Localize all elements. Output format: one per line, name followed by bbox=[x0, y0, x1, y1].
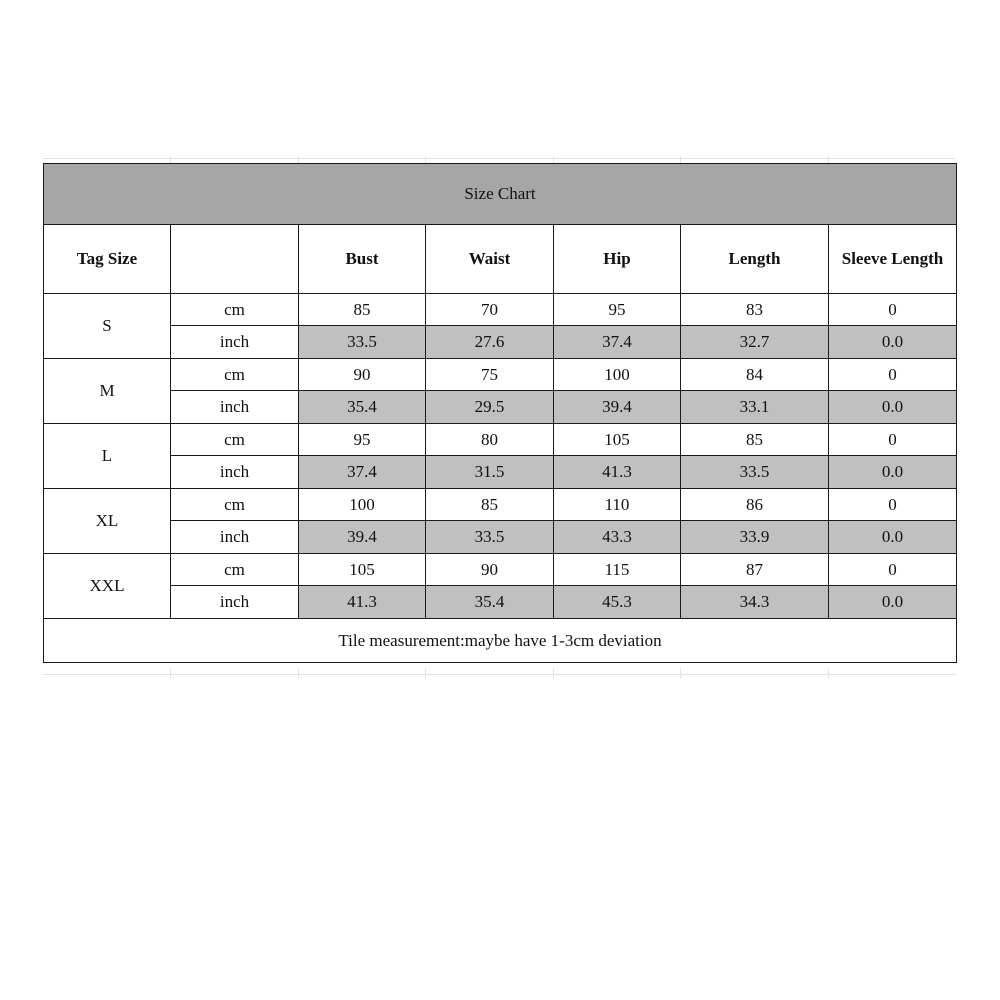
length-value: 86 bbox=[681, 489, 829, 521]
hip-value: 41.3 bbox=[554, 456, 681, 489]
hip-value: 115 bbox=[554, 554, 681, 586]
bust-value: 100 bbox=[299, 489, 426, 521]
waist-value: 85 bbox=[426, 489, 554, 521]
title-row bbox=[44, 164, 957, 225]
table-row bbox=[44, 521, 957, 554]
grid-line bbox=[170, 668, 171, 678]
length-value: 83 bbox=[681, 294, 829, 326]
length-value: 33.1 bbox=[681, 391, 829, 424]
hip-value: 105 bbox=[554, 424, 681, 456]
footer-row bbox=[44, 619, 957, 663]
header-unit bbox=[171, 225, 299, 294]
size-tag: XXL bbox=[44, 554, 171, 619]
table-row bbox=[44, 586, 957, 619]
size-tag: L bbox=[44, 424, 171, 489]
size-tag: XL bbox=[44, 489, 171, 554]
table-row bbox=[44, 424, 957, 456]
waist-value: 35.4 bbox=[426, 586, 554, 619]
bust-value: 85 bbox=[299, 294, 426, 326]
hip-value: 43.3 bbox=[554, 521, 681, 554]
header-waist: Waist bbox=[426, 225, 554, 294]
sleeve-length-value: 0 bbox=[829, 554, 957, 586]
length-value: 87 bbox=[681, 554, 829, 586]
bust-value: 95 bbox=[299, 424, 426, 456]
waist-value: 75 bbox=[426, 359, 554, 391]
sleeve-length-value: 0.0 bbox=[829, 326, 957, 359]
unit-label: cm bbox=[171, 294, 299, 326]
bust-value: 105 bbox=[299, 554, 426, 586]
bust-value: 37.4 bbox=[299, 456, 426, 489]
header-row bbox=[44, 225, 957, 294]
waist-value: 80 bbox=[426, 424, 554, 456]
waist-value: 31.5 bbox=[426, 456, 554, 489]
waist-value: 33.5 bbox=[426, 521, 554, 554]
sleeve-length-value: 0.0 bbox=[829, 456, 957, 489]
sleeve-length-value: 0.0 bbox=[829, 391, 957, 424]
table-row bbox=[44, 294, 957, 326]
chart-title: Size Chart bbox=[44, 164, 957, 225]
waist-value: 90 bbox=[426, 554, 554, 586]
grid-line bbox=[828, 668, 829, 678]
unit-label: inch bbox=[171, 521, 299, 554]
sleeve-length-value: 0 bbox=[829, 359, 957, 391]
hip-value: 100 bbox=[554, 359, 681, 391]
length-value: 85 bbox=[681, 424, 829, 456]
size-tag: M bbox=[44, 359, 171, 424]
bust-value: 35.4 bbox=[299, 391, 426, 424]
sleeve-length-value: 0 bbox=[829, 489, 957, 521]
table-row bbox=[44, 554, 957, 586]
unit-label: inch bbox=[171, 326, 299, 359]
sleeve-length-value: 0 bbox=[829, 294, 957, 326]
table-row bbox=[44, 391, 957, 424]
header-sleeve-length: Sleeve Length bbox=[829, 225, 957, 294]
waist-value: 70 bbox=[426, 294, 554, 326]
grid-line bbox=[680, 668, 681, 678]
bust-value: 39.4 bbox=[299, 521, 426, 554]
grid-line-bottom bbox=[43, 674, 956, 675]
size-chart-table bbox=[43, 163, 957, 663]
hip-value: 45.3 bbox=[554, 586, 681, 619]
waist-value: 29.5 bbox=[426, 391, 554, 424]
grid-line-top bbox=[43, 158, 956, 159]
hip-value: 39.4 bbox=[554, 391, 681, 424]
size-tag: S bbox=[44, 294, 171, 359]
table-row bbox=[44, 489, 957, 521]
table-row bbox=[44, 456, 957, 489]
hip-value: 110 bbox=[554, 489, 681, 521]
unit-label: cm bbox=[171, 489, 299, 521]
unit-label: cm bbox=[171, 424, 299, 456]
length-value: 33.9 bbox=[681, 521, 829, 554]
length-value: 32.7 bbox=[681, 326, 829, 359]
hip-value: 95 bbox=[554, 294, 681, 326]
waist-value: 27.6 bbox=[426, 326, 554, 359]
length-value: 84 bbox=[681, 359, 829, 391]
sleeve-length-value: 0.0 bbox=[829, 586, 957, 619]
hip-value: 37.4 bbox=[554, 326, 681, 359]
grid-line bbox=[553, 668, 554, 678]
unit-label: cm bbox=[171, 554, 299, 586]
unit-label: inch bbox=[171, 586, 299, 619]
grid-line bbox=[298, 668, 299, 678]
bust-value: 33.5 bbox=[299, 326, 426, 359]
unit-label: cm bbox=[171, 359, 299, 391]
header-length: Length bbox=[681, 225, 829, 294]
unit-label: inch bbox=[171, 391, 299, 424]
footer-note: Tile measurement:maybe have 1-3cm deviation bbox=[44, 619, 957, 663]
unit-label: inch bbox=[171, 456, 299, 489]
length-value: 34.3 bbox=[681, 586, 829, 619]
header-tag-size: Tag Size bbox=[44, 225, 171, 294]
length-value: 33.5 bbox=[681, 456, 829, 489]
bust-value: 90 bbox=[299, 359, 426, 391]
sleeve-length-value: 0 bbox=[829, 424, 957, 456]
grid-line bbox=[425, 668, 426, 678]
header-hip: Hip bbox=[554, 225, 681, 294]
table-row bbox=[44, 326, 957, 359]
header-bust: Bust bbox=[299, 225, 426, 294]
table-row bbox=[44, 359, 957, 391]
sleeve-length-value: 0.0 bbox=[829, 521, 957, 554]
bust-value: 41.3 bbox=[299, 586, 426, 619]
